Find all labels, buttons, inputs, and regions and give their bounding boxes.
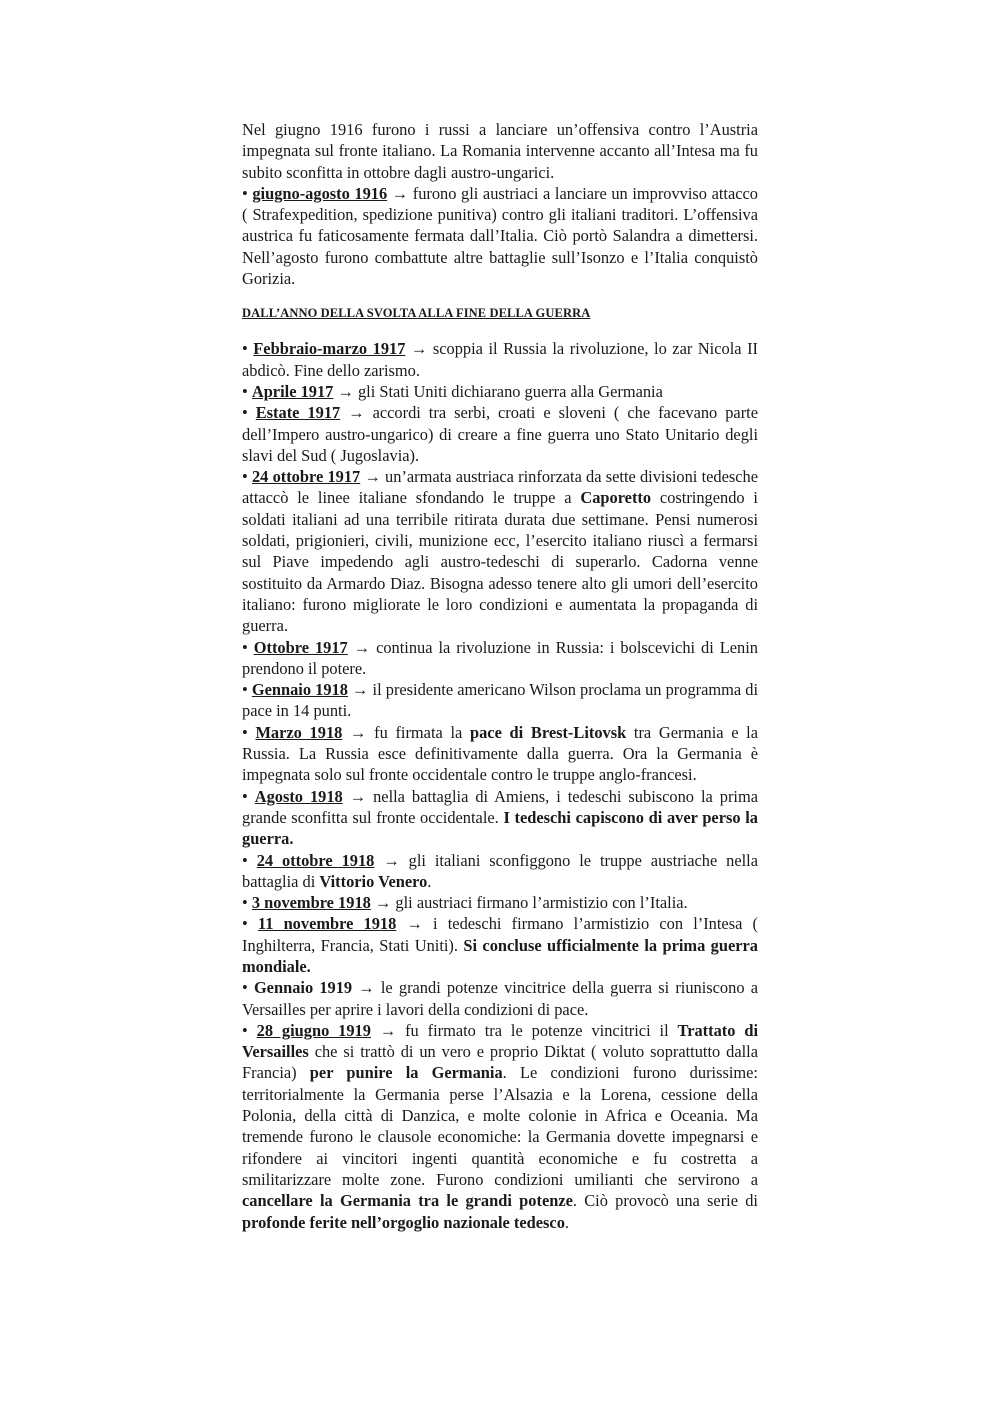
event-24-ottobre-1918	[242, 850, 758, 893]
event-text: . Le condizioni furono durissime: territorialmente la Germania perse l’Alsazia e la Lorena, cessione della Polonia, della città di Danzica, e molte colonie in Africa e Oceania. Ma tremende furono le clausole economiche: la Germania dovette impegnarsi e rifondere ai vincitori ingenti quantità economiche e fu costretta a smilitarizzare molte zone. Furono condizioni umilianti che servirono a	[242, 1063, 758, 1189]
bullet-icon: •	[242, 914, 248, 934]
event-text: → nella battaglia di Amiens, i tedeschi subiscono la prima grande sconfitta sul fronte occidentale.	[242, 786, 759, 827]
event-date: 24 ottobre 1918	[256, 850, 375, 870]
event-date: Estate 1917	[255, 403, 341, 423]
bullet-icon: •	[242, 381, 248, 401]
event-date: Aprile 1917	[251, 381, 334, 401]
bold-text: Caporetto	[580, 488, 652, 508]
bold-text: Vittorio Venero	[319, 871, 428, 891]
event-text: → scoppia il Russia la rivoluzione, lo zar Nicola II abdicò. Fine dello zarismo.	[242, 339, 758, 380]
bullet-icon: •	[242, 680, 248, 700]
event-date: Ottobre 1917	[253, 637, 348, 657]
bullet-icon: •	[242, 850, 248, 870]
bullet-icon: •	[242, 467, 248, 487]
bullet-icon: •	[242, 403, 248, 423]
event-agosto-1918	[242, 786, 758, 850]
bold-text: profonde ferite nell’orgoglio nazionale tedesco	[242, 1212, 565, 1232]
bullet-icon: •	[242, 786, 248, 806]
event-text: .	[564, 1212, 570, 1232]
bullet-icon: •	[242, 637, 248, 657]
bullet-icon: •	[242, 339, 248, 359]
event-date: Agosto 1918	[254, 786, 343, 806]
event-text: → accordi tra serbi, croati e sloveni ( che facevano parte dell’Impero austro-ungarico) di creare a fine guerra uno Stato Unitario degli slavi del Sud ( Jugoslavia).	[242, 403, 758, 465]
event-giugno-agosto-1916	[242, 183, 758, 289]
event-text: → furono gli austriaci a lanciare un improvviso attacco ( Strafexpedition, spedizione punitiva) contro gli italiani traditori. L’offensiva austrica fu faticosamente fermata dall’Italia. Ciò portò Salandra a dimettersi. Nell’agosto furono combattute altre battaglie sull’Isonzo e l’Italia conquistò Gorizia.	[242, 183, 758, 289]
event-text: che si trattò di un vero e proprio Diktat ( voluto soprattutto dalla Francia)	[242, 1042, 758, 1083]
event-date: giugno-agosto 1916	[252, 183, 388, 203]
event-text: → gli austriaci firmano l’armistizio con l’Italia.	[370, 893, 688, 913]
event-24-ottobre-1917	[242, 466, 758, 636]
document-page	[242, 119, 758, 1233]
event-text: → fu firmato tra le potenze vincitrici il	[370, 1020, 678, 1040]
event-date: 28 giugno 1919	[256, 1020, 371, 1040]
bold-text: cancellare la Germania tra le grandi potenze	[242, 1191, 573, 1211]
event-3-novembre-1918	[242, 892, 758, 913]
event-text: . Ciò provocò una serie di	[572, 1191, 758, 1211]
event-date: Gennaio 1918	[251, 680, 348, 700]
event-febbraio-marzo-1917	[242, 338, 758, 381]
event-date: Febbraio-marzo 1917	[253, 339, 406, 359]
bullet-icon: •	[242, 893, 248, 913]
event-date: 3 novembre 1918	[251, 893, 371, 913]
event-estate-1917	[242, 402, 758, 466]
intro-paragraph	[242, 119, 758, 183]
event-text: .	[427, 871, 432, 891]
bold-text: per punire la Germania	[309, 1063, 503, 1083]
event-text: → gli Stati Uniti dichiarano guerra alla Germania	[333, 381, 663, 401]
bold-text: I tedeschi capiscono di aver perso la guerra.	[242, 807, 758, 849]
event-text: → le grandi potenze vincitrice della guerra si riuniscono a Versailles per aprire i lavori della condizioni di pace.	[242, 978, 758, 1019]
bold-text: Trattato di Versailles	[242, 1020, 758, 1062]
event-text: → i tedeschi firmano l’armistizio con l’Intesa ( Inghilterra, Francia, Stati Uniti).	[242, 914, 758, 955]
event-marzo-1918	[242, 722, 758, 786]
event-11-novembre-1918	[242, 913, 758, 977]
event-aprile-1917	[242, 381, 758, 402]
event-text: costringendo i soldati italiani ad una terribile ritirata durata due settimane. Pensi numerosi soldati, prigionieri, civili, munizione ecc, l’esercito italiano riuscì a fermarsi sul Piave impedendo agli austro-tedeschi di superarlo. Cadorna venne sostituito da Armardo Diaz. Bisogna adesso tenere alto gli umori dell’esercito italiano: furono migliorate le loro condizioni e aumentata la propaganda di guerra.	[242, 488, 758, 636]
event-date: Marzo 1918	[255, 722, 343, 742]
event-text: tra Germania e la Russia. La Russia esce definitivamente dalla guerra. Ora la Germania è impegnata solo sul fronte occidentale contro le truppe anglo-francesi.	[242, 722, 759, 785]
bullet-icon: •	[242, 1020, 248, 1040]
event-text: → gli italiani sconfiggono le truppe austriache nella battaglia di	[242, 850, 759, 891]
event-28-giugno-1919	[242, 1020, 758, 1233]
event-date: 24 ottobre 1917	[251, 467, 361, 487]
event-text: → fu firmata la	[342, 722, 470, 742]
event-text: → continua la rivoluzione in Russia: i bolscevichi di Lenin prendono il potere.	[242, 637, 759, 678]
bullet-icon: •	[242, 978, 248, 998]
event-date: 11 novembre 1918	[257, 914, 397, 934]
event-text: → il presidente americano Wilson proclama un programma di pace in 14 punti.	[242, 680, 758, 721]
event-gennaio-1918	[242, 679, 758, 722]
event-gennaio-1919	[242, 977, 758, 1020]
bullet-icon: •	[242, 722, 248, 742]
event-text: → un’armata austriaca rinforzata da sette divisioni tedesche attaccò le linee italiane sfondando le truppe a	[242, 467, 758, 508]
bold-text: Si concluse ufficialmente la prima guerra mondiale.	[242, 935, 758, 976]
section-heading: DALL’ANNO DELLA SVOLTA ALLA FINE DELLA GUERRA	[242, 306, 591, 321]
intro-text: Nel giugno 1916 furono i russi a lanciare un’offensiva contro l’Austria impegnata sul fronte italiano. La Romania intervenne accanto all’Intesa ma fu subito sconfitta in ottobre dagli austro-ungarici.	[242, 120, 758, 182]
event-date: Gennaio 1919	[253, 978, 353, 998]
bullet-icon: •	[242, 183, 248, 203]
bold-text: pace di Brest-Litovsk	[470, 722, 627, 742]
event-ottobre-1917	[242, 637, 758, 680]
